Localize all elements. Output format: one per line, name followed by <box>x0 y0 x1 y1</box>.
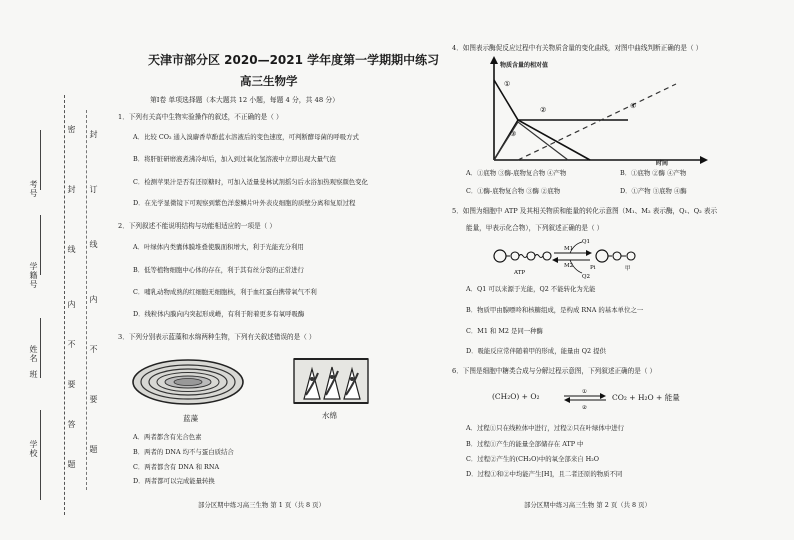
question-2-option-b: B．低等植物细胞中心体的存在，利于其有丝分裂的正常进行 <box>133 266 304 274</box>
seal-word: 要 <box>67 380 76 389</box>
question-1-option-b: B．将肝脏研磨液煮沸冷却后，加入到过氧化氢溶液中立即出现大量气泡 <box>133 155 336 163</box>
question-2-option-d: D．线粒体内膜向内突起形成嵴，有利于附着更多有氧呼吸酶 <box>133 310 305 318</box>
question-6-option-a: A．过程①只在线粒体中进行，过程②只在叶绿体中进行 <box>466 424 624 432</box>
compound-jia-label: 甲 <box>625 266 631 272</box>
curve-label-2: ② <box>540 106 547 114</box>
exam-title: 天津市部分区 2020—2021 学年度第一学期期中练习 <box>148 53 440 67</box>
graph-y-label: 物质含量的相对值 <box>500 62 549 69</box>
curve-label-1: ① <box>504 80 511 88</box>
seal-word: 答 <box>67 420 76 429</box>
spirogyra-illustration <box>292 355 372 407</box>
question-3-option-d: D．两者都可以完成能量转换 <box>133 477 215 485</box>
seal-word: 内 <box>89 295 98 304</box>
question-4-option-d: D．①产物 ③底物 ④酶 <box>620 187 687 195</box>
question-3-option-a: A．两者都含有光合色素 <box>133 433 202 441</box>
question-2-option-c: C．哺乳动物成熟的红细胞无细胞核，利于血红蛋白携带氧气不利 <box>133 288 317 296</box>
question-1-option-d: D．在光学显微镜下可观察到紫色洋葱鳞片叶外表皮细胞的质壁分离和复原过程 <box>133 199 356 207</box>
question-4-option-b: B．①底物 ②酶 ④产物 <box>620 169 687 177</box>
seal-word: 内 <box>67 300 76 309</box>
question-5-stem: 5．如图为细胞中 ATP 及其相关物质和能量的转化示意图（M₁、M₂ 表示酶，Q₁、Q₂ 表示 <box>452 207 718 215</box>
energy-q2-label: Q2 <box>582 274 591 280</box>
phosphate-label: Pi <box>590 265 596 271</box>
seal-word: 订 <box>89 185 98 194</box>
question-4-option-c: C．①酶-底物复合物 ③酶 ②底物 <box>466 187 561 195</box>
seal-word: 要 <box>89 395 98 404</box>
energy-q1-label: Q1 <box>582 239 591 245</box>
question-4-stem: 4．如图表示酶促反应过程中有关物质含量的变化曲线，对图中曲线判断正确的是（ ） <box>452 44 703 52</box>
curve-4 <box>518 84 676 160</box>
question-5-stem-continued: 能量，甲表示化合物），下列叙述正确的是（ ） <box>466 224 604 232</box>
question-4-option-a: A．①底物 ③酶-底物复合物 ④产物 <box>466 169 567 177</box>
question-5-option-b: B．物质甲由腺嘌呤和核糖组成，是构成 RNA 的基本单位之一 <box>466 306 644 314</box>
spirogyra-label: 水绵 <box>322 411 337 420</box>
binding-label-exam-number: 考号 <box>29 180 38 198</box>
question-2-option-a: A．叶绿体内类囊体膜堆叠使膜面积增大，利于光能充分利用 <box>133 243 304 251</box>
seal-word: 密 <box>67 125 76 134</box>
equation-left: (CH₂O) + O₂ <box>492 392 540 401</box>
binding-line <box>40 318 41 378</box>
seal-word: 题 <box>89 445 98 454</box>
equation-arrows <box>560 386 610 410</box>
seal-word: 线 <box>89 240 98 249</box>
question-6-option-c: C．过程②产生的(CH₂O)中的氧全部来自 H₂O <box>466 455 600 463</box>
question-3-stem: 3．下列分别表示蓝藻和水绵两种生物，下列有关叙述错误的是（ ） <box>118 333 316 341</box>
seal-word: 不 <box>67 340 76 349</box>
seal-word: 封 <box>67 185 76 194</box>
question-1-stem: 1．下列有关高中生物实验操作的叙述，不正确的是（ ） <box>118 113 283 121</box>
question-5-option-c: C．M1 和 M2 是同一种酶 <box>466 327 543 335</box>
question-3-option-c: C．两者都含有 DNA 和 RNA <box>133 463 220 471</box>
cyanobacteria-label: 蓝藻 <box>183 414 198 423</box>
section-heading: 第Ⅰ卷 单项选择题（本大题共 12 小题，每题 4 分，共 48 分） <box>150 96 339 104</box>
atp-conversion-diagram <box>490 236 650 280</box>
question-6-option-d: D．过程①和②中均能产生[H]，且二者还原的物质不同 <box>466 470 623 478</box>
graph-x-label: 时间 <box>656 160 669 167</box>
binding-label-class: 班 <box>29 370 38 379</box>
binding-label-school: 学校 <box>29 440 38 458</box>
cyanobacteria-illustration <box>130 356 250 412</box>
question-6-stem: 6．下图是细胞中糖类合成与分解过程示意图，下列叙述正确的是（ ） <box>452 367 657 375</box>
question-2-stem: 2．下列叙述不能说明结构与功能相适应的一项是（ ） <box>118 222 276 230</box>
seal-line <box>86 110 87 490</box>
atp-label: ATP <box>514 270 526 276</box>
seal-word: 题 <box>67 460 76 469</box>
enzyme-m1-label: M1 <box>564 246 574 252</box>
equation-process-2: ② <box>582 405 587 410</box>
page-1-footer: 部分区期中练习高三生物 第 1 页（共 8 页） <box>198 501 325 509</box>
binding-label-name: 姓名 <box>29 345 38 363</box>
seal-word: 封 <box>89 130 98 139</box>
enzyme-m2-label: M2 <box>564 263 574 269</box>
page-2-footer: 部分区期中练习高三生物 第 2 页（共 8 页） <box>524 501 651 509</box>
binding-line <box>40 410 41 500</box>
question-5-option-a: A．Q1 可以来源于光能，Q2 不能转化为光能 <box>466 285 596 293</box>
exam-subtitle: 高三生物学 <box>240 74 298 88</box>
binding-label-student-id: 学籍号 <box>29 262 38 289</box>
question-3-option-b: B．两者的 DNA 均不与蛋白质结合 <box>133 448 234 456</box>
curve-label-3: ③ <box>510 130 517 138</box>
seal-word: 线 <box>67 245 76 254</box>
binding-line <box>40 215 41 275</box>
enzyme-reaction-graph <box>480 56 710 168</box>
question-1-option-a: A．比较 CO₂ 通入溴麝香草酚蓝水溶液后的变色速度，可判断酵母菌的呼吸方式 <box>133 133 359 141</box>
question-1-option-c: C．检测苹果汁是否有还原糖时，可加入适量斐林试剂摇匀后水浴加热观察颜色变化 <box>133 178 368 186</box>
binding-line <box>40 130 41 190</box>
seal-word: 不 <box>89 345 98 354</box>
equation-process-1: ① <box>582 389 587 395</box>
curve-label-4: ④ <box>630 102 637 110</box>
question-6-option-b: B．过程①产生的能量全部储存在 ATP 中 <box>466 440 584 448</box>
equation-right: CO₂ + H₂O + 能量 <box>612 393 680 402</box>
question-5-option-d: D．吸能反应常伴随着甲的形成，能量由 Q2 提供 <box>466 347 606 355</box>
seal-line <box>64 95 65 515</box>
